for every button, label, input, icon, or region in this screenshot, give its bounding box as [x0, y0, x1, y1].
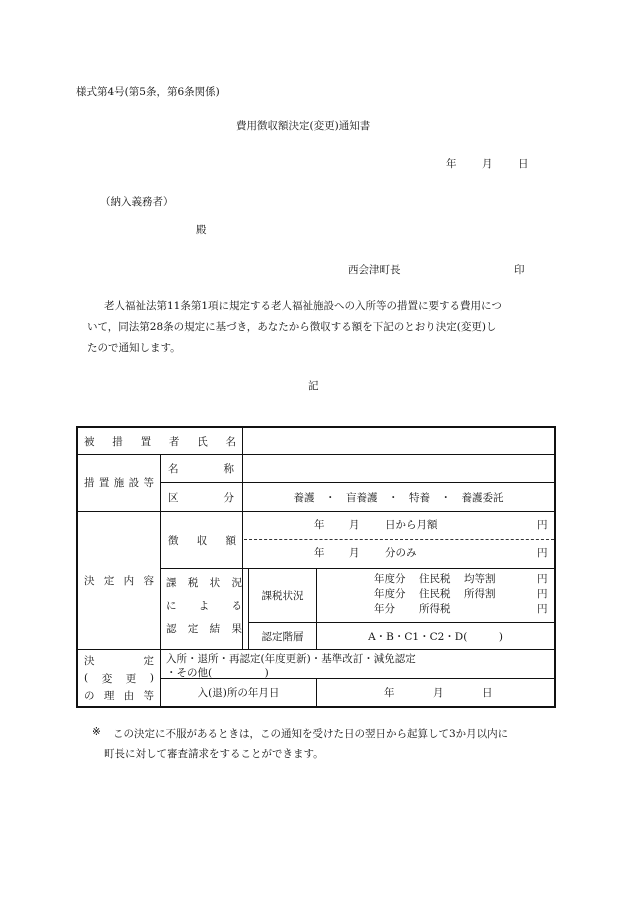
payer-label: （納入義務者） [100, 196, 174, 208]
ki-mark: 記 [308, 380, 319, 392]
row1-yen: 円 [537, 519, 548, 531]
collection-amount-label: 徴 収 額 [168, 534, 236, 547]
form-number: 様式第4号(第5条，第6条関係) [76, 86, 220, 98]
body-line-1: 老人福祉法第11条第1項に規定する老人福祉施設への入所等の措置に要する費用につ [104, 300, 502, 312]
reason-label-line1: 決 定 [84, 654, 154, 667]
reason-options-2: ・その他( ) [166, 667, 269, 679]
facility-category-options: 養護 ・ 盲養護 ・ 特養 ・ 養護委託 [293, 491, 504, 504]
fee-table [76, 426, 556, 708]
note-line-1: この決定に不服があるときは，この通知を受けた日の翌日から起算して3か月以内に [113, 728, 509, 740]
tax-result-line1: 課 税 状 況 [166, 576, 242, 589]
tax-row-1-type: 住民税 [419, 573, 451, 585]
tax-row-3-period: 年分 [374, 603, 395, 615]
tax-row-1-yen: 円 [537, 573, 548, 585]
facility-category-label: 区 分 [168, 491, 234, 504]
row1-month: 月 [349, 519, 360, 531]
admission-year: 年 [384, 687, 395, 699]
row1-text: 日から月額 [385, 519, 438, 531]
reason-label-line2: ( 変 更 ) [84, 672, 154, 685]
admission-day: 日 [482, 687, 493, 699]
row2-year: 年 [314, 547, 325, 559]
tax-status-label: 課税状況 [261, 590, 304, 602]
tax-row-2-type: 住民税 [419, 588, 451, 600]
tax-row-3-yen: 円 [537, 603, 548, 615]
honorific: 殿 [196, 224, 207, 236]
seal-mark: 印 [514, 264, 525, 276]
date-day: 日 [518, 158, 529, 170]
row2-yen: 円 [537, 547, 548, 559]
admission-month: 月 [433, 687, 444, 699]
tax-result-line3: 認 定 結 果 [166, 622, 242, 635]
reason-options-1: 入所・退所・再認定(年度更新)・基準改訂・減免認定 [166, 653, 416, 665]
note-line-2: 町長に対して審査請求をすることができます。 [104, 748, 324, 760]
body-line-2: いて，同法第28条の規定に基づき，あなたから徴収する額を下記のとおり決定(変更)し [87, 321, 497, 333]
decision-label: 決 定 内 容 [84, 575, 154, 587]
date-month: 月 [482, 158, 493, 170]
facility-label: 措 置 施 設 等 [84, 477, 154, 489]
issuer-name: 西会津町長 [348, 264, 401, 276]
row2-text: 分のみ [385, 547, 417, 559]
row2-month: 月 [349, 547, 360, 559]
note-mark: ※ [92, 726, 101, 738]
tax-row-1-kind: 均等割 [464, 573, 496, 585]
tax-row-2-kind: 所得割 [464, 588, 496, 600]
date-year: 年 [446, 158, 457, 170]
reason-label-line3: の 理 由 等 [84, 689, 154, 702]
body-line-3: たので通知します。 [87, 342, 181, 354]
facility-name-label: 名 称 [168, 462, 234, 475]
row1-year: 年 [314, 519, 325, 531]
tax-row-1-period: 年度分 [374, 573, 406, 585]
tax-result-line2: に よ る [166, 599, 242, 612]
tax-row-3-type: 所得税 [419, 603, 451, 615]
tax-row-2-period: 年度分 [374, 588, 406, 600]
tier-options: A・B・C1・C2・D( ) [368, 630, 503, 643]
tier-label: 認定階層 [261, 630, 304, 643]
person-name-label: 被 措 置 者 氏 名 [84, 435, 236, 448]
tax-row-2-yen: 円 [537, 588, 548, 600]
document-title: 費用徴収額決定(変更)通知書 [236, 120, 371, 132]
admission-date-label: 入(退)所の年月日 [197, 687, 280, 699]
